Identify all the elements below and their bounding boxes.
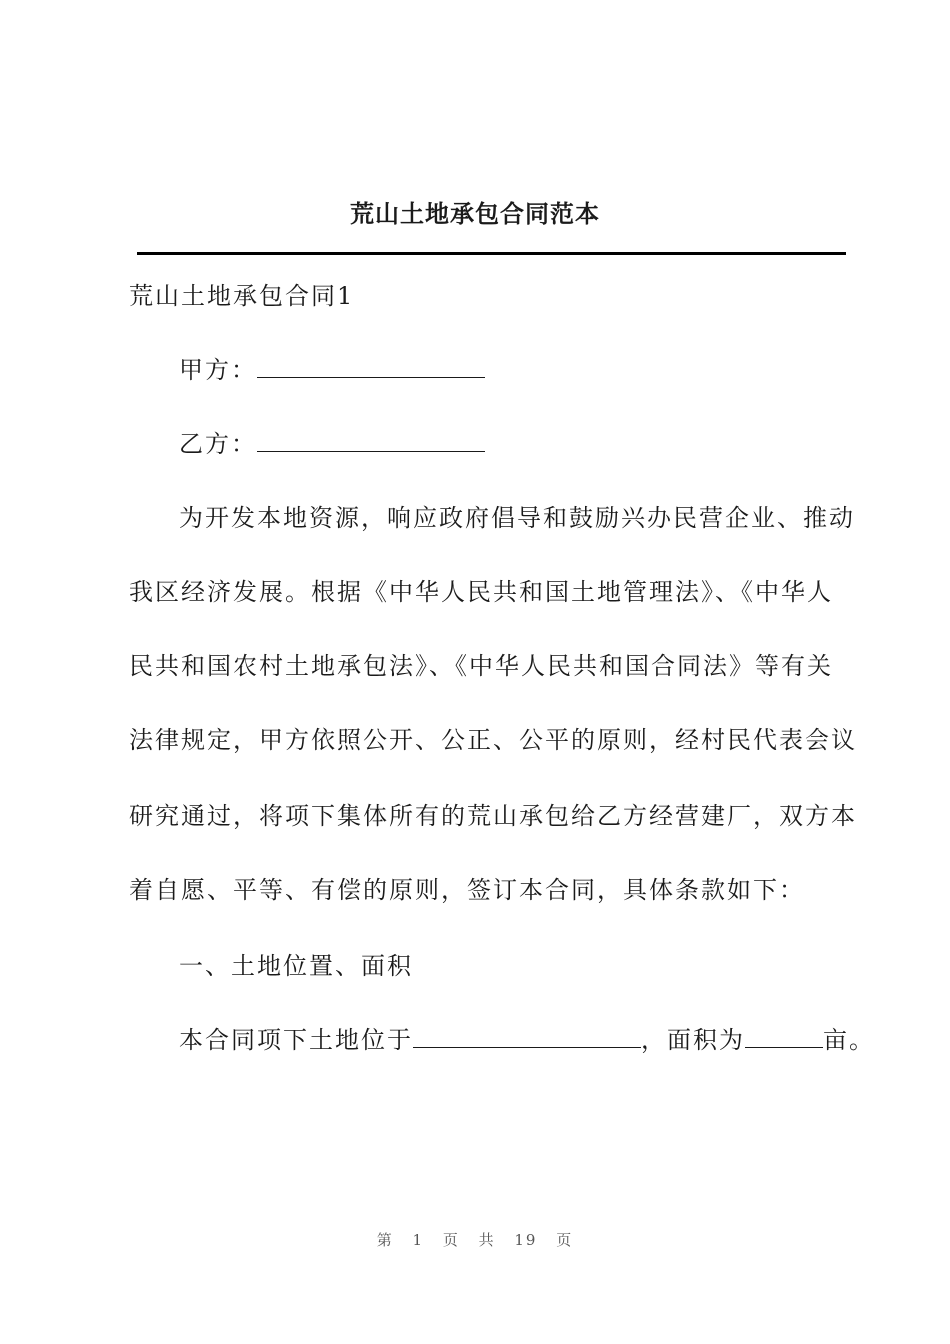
- paragraph-line: 为开发本地资源，响应政府倡导和鼓励兴办民营企业、推动: [179, 504, 855, 532]
- party-a-blank: [257, 351, 485, 378]
- clause-1-heading: 一、土地位置、面积: [179, 952, 413, 980]
- paragraph-line: 着自愿、平等、有偿的原则，签订本合同，具体条款如下：: [129, 876, 805, 904]
- paragraph-line: 我区经济发展。根据《中华人民共和国土地管理法》、《中华人: [129, 578, 833, 606]
- party-b-blank: [257, 425, 485, 452]
- area-blank: [745, 1021, 823, 1048]
- paragraph-line: 法律规定，甲方依照公开、公正、公平的原则，经村民代表会议: [129, 726, 857, 754]
- location-blank: [413, 1021, 641, 1048]
- clause-1-text-a: 本合同项下土地位于: [179, 1026, 413, 1054]
- section-heading: 荒山土地承包合同1: [129, 282, 355, 310]
- party-a-label: 甲方：: [179, 356, 257, 384]
- paragraph-line: 民共和国农村土地承包法》、《中华人民共和国合同法》等有关: [129, 652, 833, 680]
- clause-1-text-c: 亩。: [823, 1026, 875, 1054]
- title-underline: [137, 252, 846, 255]
- clause-1-text: [179, 1020, 899, 1060]
- party-b-label: 乙方：: [179, 430, 257, 458]
- paragraph-line: 研究通过，将项下集体所有的荒山承包给乙方经营建厂，双方本: [129, 802, 857, 830]
- party-a-line: [179, 350, 899, 390]
- document-title: 荒山土地承包合同范本: [350, 199, 600, 228]
- clause-1-text-b: ，面积为: [641, 1026, 745, 1054]
- party-b-line: [179, 424, 899, 464]
- page-number: 第 1 页 共 19 页: [376, 1231, 574, 1249]
